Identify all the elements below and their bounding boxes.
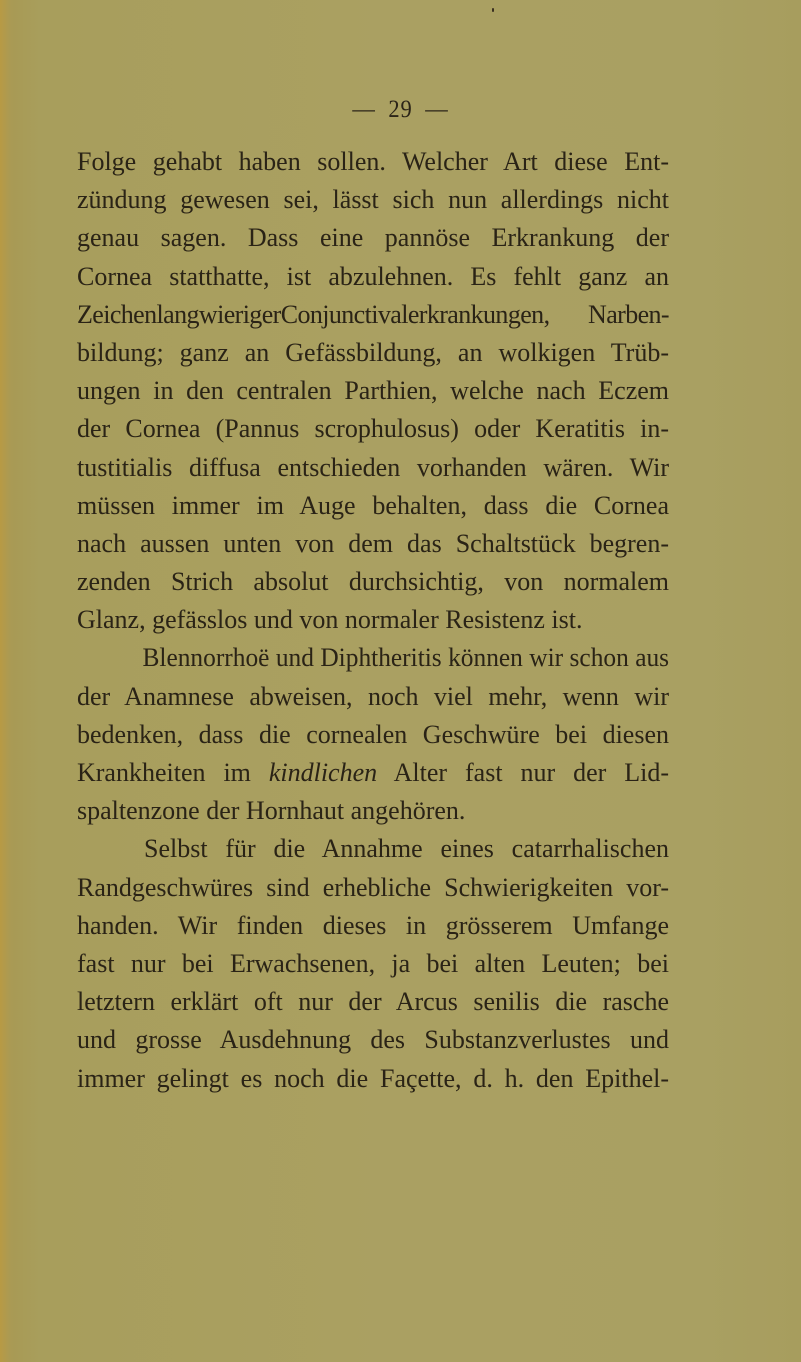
text-line: handen. Wir finden dieses in grösserem Umfange bbox=[77, 910, 669, 940]
text-line: der Anamnese abweisen, noch viel mehr, wenn wir bbox=[77, 681, 669, 711]
text-line: müssen immer im Auge behalten, dass die Cornea bbox=[77, 490, 669, 520]
italic-emphasis: kindlichen bbox=[268, 758, 378, 787]
paragraph-start-line: Selbst für die Annahme eines catarrhalischen bbox=[144, 834, 669, 864]
text-span: Krankheiten im bbox=[77, 758, 269, 787]
text-span: Alter fast nur der Lid- bbox=[377, 758, 669, 787]
paragraph-start-line: Blennorrhoë und Diphtheritis können wir schon aus bbox=[142, 643, 670, 673]
text-line: Cornea statthatte, ist abzulehnen. Es fehlt ganz an bbox=[77, 261, 669, 291]
text-line: genau sagen. Dass eine pannöse Erkrankung der bbox=[77, 223, 669, 253]
text-line: Randgeschwüres sind erhebliche Schwierigkeiten vor- bbox=[77, 872, 669, 902]
text-line: tustitialis diffusa entschieden vorhanden wären. Wir bbox=[77, 452, 669, 482]
page-number-dash-right: — bbox=[425, 96, 449, 123]
text-line: der Cornea (Pannus scrophulosus) oder Keratitis in- bbox=[77, 414, 669, 444]
text-line: letztern erklärt oft nur der Arcus senilis die rasche bbox=[77, 987, 669, 1017]
text-line: immer gelingt es noch die Façette, d. h. den Epithel- bbox=[77, 1063, 669, 1093]
paragraph-end-line: spaltenzone der Hornhaut angehören. bbox=[77, 796, 466, 826]
text-line: und grosse Ausdehnung des Substanzverlustes und bbox=[77, 1025, 669, 1055]
text-line: bedenken, dass die cornealen Geschwüre bei diesen bbox=[77, 719, 669, 749]
body-text bbox=[77, 143, 669, 1098]
page-spine-shadow bbox=[0, 0, 16, 1362]
paragraph-end-line: Glanz, gefässlos und von normaler Resistenz ist. bbox=[77, 605, 583, 635]
text-line: bildung; ganz an Gefässbildung, an wolkigen Trüb- bbox=[77, 337, 669, 367]
text-line: Folge gehabt haben sollen. Welcher Art diese Ent- bbox=[77, 147, 669, 176]
page-number-dash-left: — bbox=[352, 96, 376, 123]
page-number-value: 29 bbox=[388, 96, 413, 123]
paper-speck bbox=[492, 8, 494, 12]
text-line bbox=[77, 754, 669, 792]
text-line: nach aussen unten von dem das Schaltstück begren- bbox=[77, 528, 669, 558]
text-line: zenden Strich absolut durchsichtig, von normalem bbox=[77, 567, 669, 597]
text-line: zündung gewesen sei, lässt sich nun allerdings nicht bbox=[77, 185, 669, 215]
text-line: ungen in den centralen Parthien, welche nach Eczem bbox=[77, 376, 669, 406]
page-number bbox=[40, 96, 761, 124]
text-line: fast nur bei Erwachsenen, ja bei alten Leuten; bei bbox=[77, 948, 669, 978]
text-line: ZeichenlangwierigerConjunctivalerkrankungen, Narben- bbox=[77, 299, 669, 329]
